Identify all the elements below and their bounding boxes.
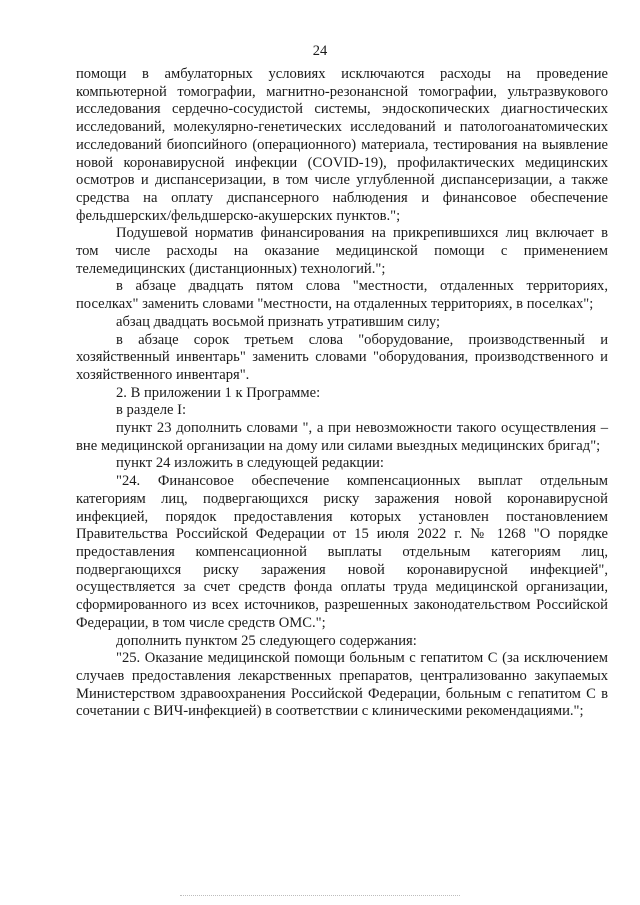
paragraph-item-25-intro: дополнить пунктом 25 следующего содержания:: [116, 632, 417, 649]
paragraph-amend-25: в абзаце двадцать пятом слова "местности, отдаленных территориях, поселках" заменить словами "местности, на отдаленных территориях, в поселках";: [76, 278, 608, 313]
paragraph-item-24: "24. Финансовое обеспечение компенсационных выплат отдельным категориям лиц, подвергающихся риску заражения новой коронавирусной инфекцией, порядок предоставления которых установлен постановлением Правительства Российской Федерации от 15 июля 2022 г. № 1268 "О порядке предоставления компенсационной выплаты отдельным категориям лиц, подвергающихся риску заражения новой коронавирусной инфекцией", осуществляется за счет средств фонда оплаты труда медицинской организации, сформированного из всех источников, разрешенных законодательством Российской Федерации, в том числе средств ОМС.";: [76, 473, 608, 631]
page-number: 24: [312, 43, 328, 59]
paragraph-appendix-1: 2. В приложении 1 к Программе:: [116, 384, 321, 401]
paragraph-capitation-norm: Подушевой норматив финансирования на прикрепившихся лиц включает в том числе расходы на оказание медицинской помощи с применением телемедицинских (дистанционных) технологий.";: [76, 225, 608, 277]
paragraph-item-24-intro: пункт 24 изложить в следующей редакции:: [116, 455, 384, 472]
paragraph-amend-43: в абзаце сорок третьем слова "оборудование, производственный и хозяйственный инвентарь" заменить словами "оборудования, производственного и хозяйственного инвентаря".: [76, 331, 608, 383]
paragraph-repeal-28: абзац двадцать восьмой признать утратившим силу;: [116, 313, 441, 330]
paragraph-item-23: пункт 23 дополнить словами ", а при невозможности такого осуществления – вне медицинской организации на дому или силами выездных медицинских бригад";: [76, 420, 608, 454]
paragraph-section-1: в разделе I:: [116, 402, 187, 419]
paragraph-item-25: "25. Оказание медицинской помощи больным с гепатитом С (за исключением случаев предоставления лекарственных препаратов, централизованно закупаемых Министерством здравоохранения Российской Федерации, больным с гепатитом С в сочетании с ВИЧ-инфекцией) в соответствии с клиническими рекомендациями.";: [76, 650, 608, 720]
document-body: [76, 66, 608, 721]
scan-edge-marks: [180, 895, 460, 899]
paragraph-continuation: помощи в амбулаторных условиях исключаются расходы на проведение компьютерной томографии, магнитно-резонансной томографии, ультразвукового исследования сердечно-сосудистой системы, эндоскопических диагностических исследований, молекулярно-генетических исследований и патологоанатомических исследований биопсийного (операционного) материала, тестирования на выявление новой коронавирусной инфекции (COVID-19), профилактических медицинских осмотров и диспансеризации, в том числе углубленной диспансеризации, а также средства на оплату диспансерного наблюдения и финансовое обеспечение фельдшерских/фельдшерско-акушерских пунктов.";: [76, 66, 608, 224]
